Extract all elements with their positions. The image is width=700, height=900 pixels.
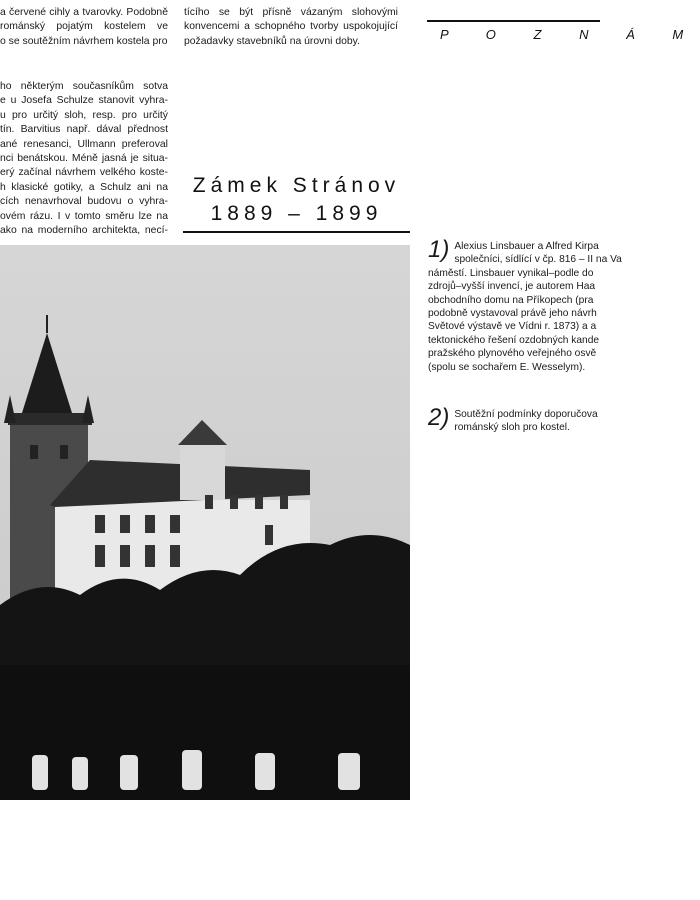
footnote-line: společníci, sídlící v čp. 816 – II na Va bbox=[454, 254, 622, 266]
footnote-line: románský sloh pro kostel. bbox=[454, 422, 570, 434]
footnote-line: zdrojů–vyšší invencí, je autorem Haa bbox=[428, 281, 596, 293]
footnote-line: Světové výstavě ve Vídni r. 1873) a a bbox=[428, 321, 597, 333]
text-line: ané renesanci, Ullmann preferoval bbox=[0, 138, 168, 150]
text-line: konvencemi a schopného tvorby uspokojující bbox=[184, 21, 398, 33]
notes-header-rule bbox=[427, 20, 600, 22]
text-line: románský pojatým kostelem ve bbox=[0, 21, 168, 33]
text-line: tícího se být přísně vázaným slohovými bbox=[184, 7, 398, 18]
left-column-top-text bbox=[0, 6, 168, 49]
text-line: požadavky stavebníků na úrovni doby. bbox=[184, 35, 360, 47]
footnote-line: Soutěžní podmínky doporučova bbox=[454, 409, 598, 420]
footnote-line: náměstí. Linsbauer vynikal–podle do bbox=[428, 267, 594, 279]
notes-header: P O Z N Á M bbox=[440, 27, 700, 42]
chapter-title bbox=[183, 172, 410, 228]
text-line: u pro určitý sloh, resp. pro určitý bbox=[0, 109, 168, 121]
text-line: a červené cihly a tvarovky. Podobně bbox=[0, 7, 168, 18]
text-line: ako na moderního architekta, necí- bbox=[0, 225, 168, 237]
text-line: ovém rázu. I v tomto směru lze na bbox=[0, 210, 168, 222]
footnote-line: obchodního domu na Příkopech (pra bbox=[428, 294, 594, 306]
left-column-text bbox=[0, 80, 168, 238]
text-line: e u Josefa Schulze stanovit vyhra- bbox=[0, 95, 168, 107]
footnote-number: 1) bbox=[428, 236, 450, 263]
text-line: ho některým současníkům sotva bbox=[0, 81, 168, 92]
footnote-line: tektonického řešení ozdobných kande bbox=[428, 334, 600, 346]
footnote-line: podobně vystavoval právě jeho návrh bbox=[428, 308, 597, 320]
footnote-line: (spolu se sochařem E. Wesselym). bbox=[428, 361, 586, 373]
chapter-title-name: Zámek Stránov bbox=[192, 174, 401, 197]
castle-photograph bbox=[0, 245, 410, 800]
text-line: h klasické gotiky, a Schulz ani na bbox=[0, 181, 168, 193]
footnote-line: pražského plynového veřejného osvě bbox=[428, 348, 597, 360]
footnote-line: Alexius Linsbauer a Alfred Kirpa bbox=[454, 241, 599, 252]
text-line: o se soutěžním návrhem kostela pro bbox=[0, 35, 168, 47]
text-line: nci benátskou. Méně jasná je situa- bbox=[0, 153, 168, 165]
middle-column-text bbox=[184, 6, 398, 49]
footnote-number: 2) bbox=[428, 404, 450, 431]
text-line: cích nenavrhoval budovu o vyhra- bbox=[0, 196, 168, 208]
chapter-title-years: 1889 – 1899 bbox=[210, 202, 383, 225]
footnote bbox=[428, 236, 622, 374]
text-line: erý začínal návrhem velkého koste- bbox=[0, 167, 168, 179]
footnote bbox=[428, 404, 600, 435]
text-line: tín. Barvitius např. dával přednost bbox=[0, 124, 168, 136]
title-rule bbox=[183, 231, 410, 233]
castle-photograph-drawing bbox=[0, 245, 410, 800]
